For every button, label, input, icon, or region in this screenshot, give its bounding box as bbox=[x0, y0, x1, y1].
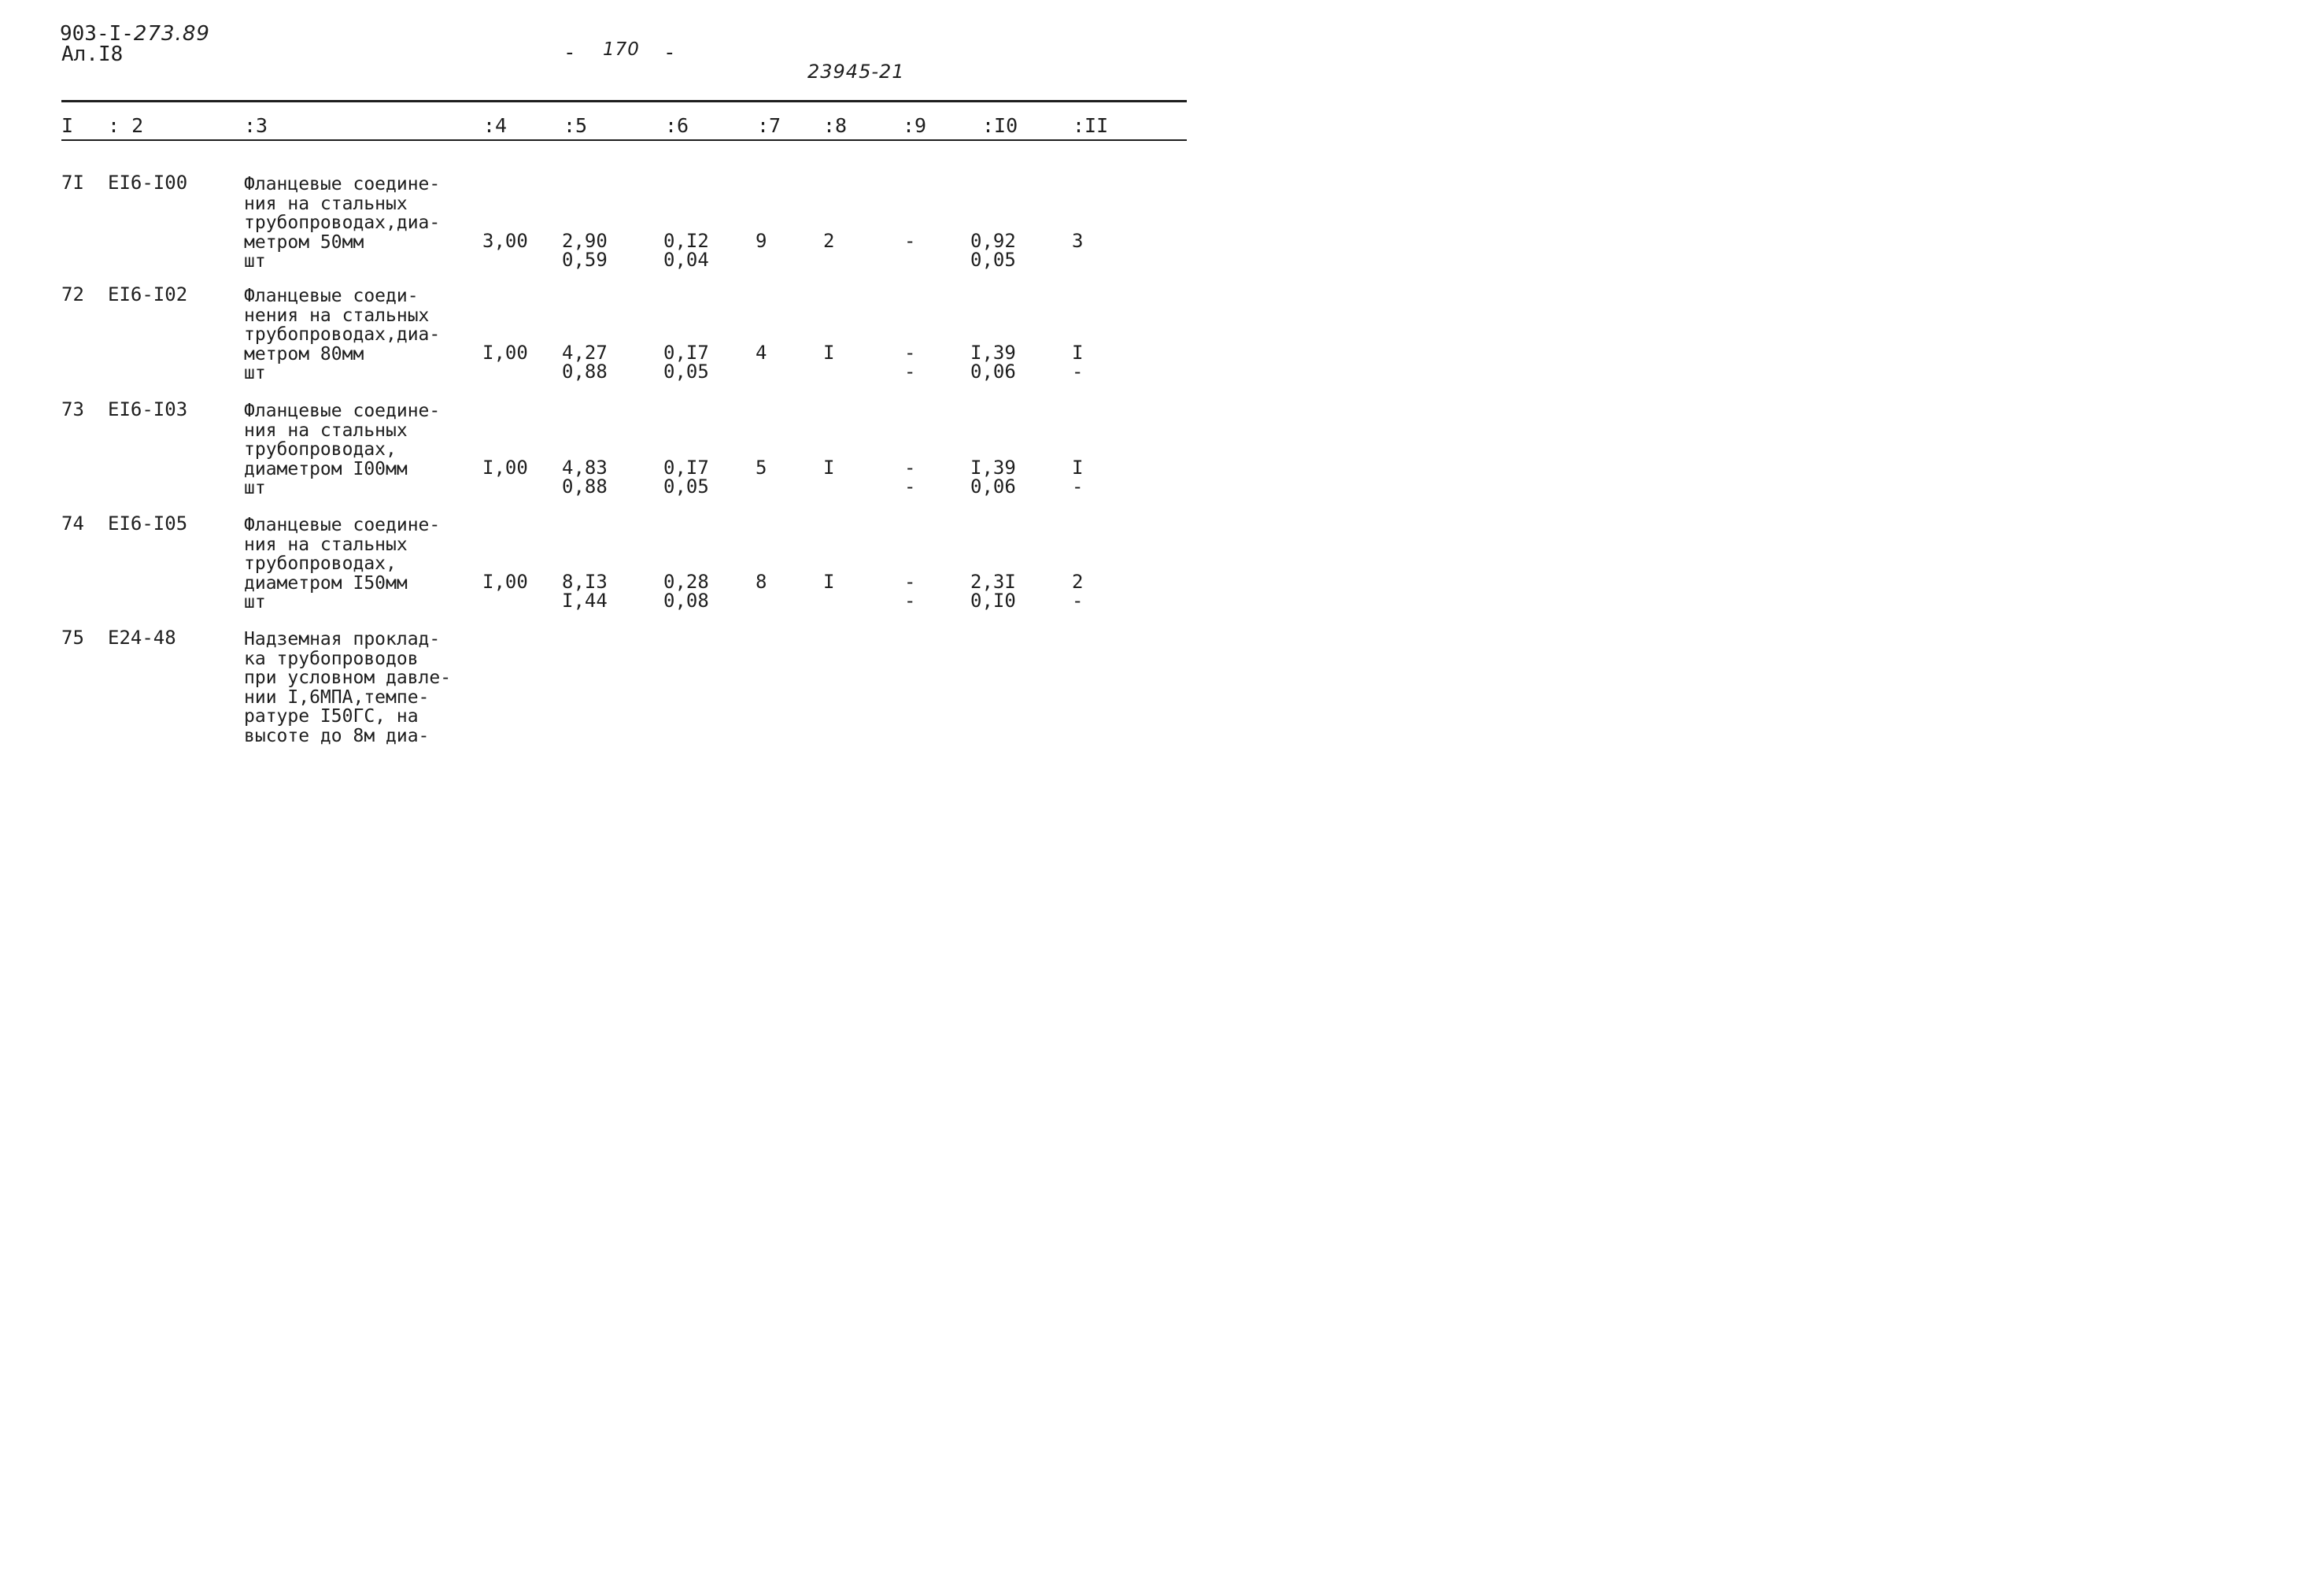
cell-col10-bottom: 0,06 bbox=[970, 361, 1016, 383]
inventory-number: 23945-21 bbox=[807, 61, 905, 83]
cell-col10-bottom: 0,I0 bbox=[970, 590, 1016, 612]
column-header-10: :I0 bbox=[982, 114, 1018, 137]
cell-col11-top: 2 bbox=[1072, 570, 1084, 593]
row-code: EI6-I00 bbox=[108, 172, 188, 194]
cell-col7: 5 bbox=[756, 456, 767, 479]
cell-col9-bottom: - bbox=[904, 361, 916, 383]
cell-col10-top: I,39 bbox=[970, 456, 1016, 479]
cell-col4: I,00 bbox=[482, 456, 528, 479]
row-number: 7I bbox=[61, 172, 84, 194]
cell-col5-top: 2,90 bbox=[562, 229, 608, 252]
row-number: 75 bbox=[61, 627, 84, 649]
cell-col11-top: 3 bbox=[1072, 229, 1084, 252]
cell-col7: 8 bbox=[756, 570, 767, 593]
cell-col5-top: 8,I3 bbox=[562, 570, 608, 593]
table-header-rule bbox=[61, 139, 1187, 141]
cell-col8: I bbox=[823, 570, 835, 593]
cell-col4: I,00 bbox=[482, 570, 528, 593]
cell-col11-top: I bbox=[1072, 341, 1084, 364]
row-code: EI6-I05 bbox=[108, 512, 188, 535]
cell-col6-bottom: 0,05 bbox=[663, 361, 709, 383]
column-header-8: :8 bbox=[823, 114, 848, 137]
cell-col9-top: - bbox=[904, 570, 916, 593]
cell-col10-top: 2,3I bbox=[970, 570, 1016, 593]
cell-col10-bottom: 0,05 bbox=[970, 249, 1016, 271]
row-code: EI6-I02 bbox=[108, 283, 188, 305]
cell-col10-top: 0,92 bbox=[970, 229, 1016, 252]
cell-col10-bottom: 0,06 bbox=[970, 475, 1016, 498]
column-header-4: :4 bbox=[483, 114, 508, 137]
cell-col9-top: - bbox=[904, 229, 916, 252]
cell-col6-top: 0,I2 bbox=[663, 229, 709, 252]
row-description: Фланцевые соедине- ния на стальных трубопроводах, диаметром I00мм шт bbox=[244, 401, 441, 498]
cell-col11-bottom: - bbox=[1072, 361, 1084, 383]
cell-col5-top: 4,83 bbox=[562, 456, 608, 479]
row-description: Фланцевые соеди- нения на стальных трубопроводах,диа- метром 80мм шт bbox=[244, 286, 441, 383]
cell-col11-top: I bbox=[1072, 456, 1084, 479]
cell-col9-top: - bbox=[904, 341, 916, 364]
document-code-handwritten: 273.89 bbox=[133, 22, 210, 46]
cell-col8: 2 bbox=[823, 229, 835, 252]
cell-col9-bottom: - bbox=[904, 475, 916, 498]
cell-col6-top: 0,I7 bbox=[663, 341, 709, 364]
cell-col11-bottom: - bbox=[1072, 590, 1084, 612]
cell-col7: 9 bbox=[756, 229, 767, 252]
cell-col10-top: I,39 bbox=[970, 341, 1016, 364]
column-header-11: :II bbox=[1073, 114, 1109, 137]
cell-col6-top: 0,I7 bbox=[663, 456, 709, 479]
cell-col5-bottom: 0,59 bbox=[562, 249, 608, 271]
cell-col4: I,00 bbox=[482, 341, 528, 364]
cell-col5-top: 4,27 bbox=[562, 341, 608, 364]
document-code-prefix: 903-I- bbox=[60, 22, 134, 46]
cell-col6-bottom: 0,08 bbox=[663, 590, 709, 612]
album-number: Ал.I8 bbox=[61, 43, 124, 66]
page-dash-right: - bbox=[663, 41, 676, 65]
column-header-7: :7 bbox=[757, 114, 781, 137]
page-number: 170 bbox=[603, 39, 640, 60]
cell-col8: I bbox=[823, 456, 835, 479]
column-header-6: :6 bbox=[665, 114, 689, 137]
row-number: 72 bbox=[61, 283, 84, 305]
row-code: EI6-I03 bbox=[108, 398, 188, 420]
cell-col4: 3,00 bbox=[482, 229, 528, 252]
row-number: 73 bbox=[61, 398, 84, 420]
cell-col6-bottom: 0,05 bbox=[663, 475, 709, 498]
column-header-2: : 2 bbox=[108, 114, 144, 137]
cell-col6-bottom: 0,04 bbox=[663, 249, 709, 271]
column-header-3: :3 bbox=[244, 114, 268, 137]
table-top-rule bbox=[61, 100, 1187, 102]
row-description: Фланцевые соедине- ния на стальных трубопроводах,диа- метром 50мм шт bbox=[244, 174, 441, 272]
cell-col8: I bbox=[823, 341, 835, 364]
column-header-1: I bbox=[61, 114, 74, 137]
cell-col6-top: 0,28 bbox=[663, 570, 709, 593]
cell-col9-top: - bbox=[904, 456, 916, 479]
cell-col9-bottom: - bbox=[904, 590, 916, 612]
row-number: 74 bbox=[61, 512, 84, 535]
column-header-9: :9 bbox=[903, 114, 927, 137]
cell-col7: 4 bbox=[756, 341, 767, 364]
row-description: Надземная проклад- ка трубопроводов при условном давле- нии I,6МПА,темпе- ратуре I50ГС, на высоте до 8м диа- bbox=[244, 629, 452, 746]
column-header-5: :5 bbox=[563, 114, 588, 137]
cell-col11-bottom: - bbox=[1072, 475, 1084, 498]
cell-col5-bottom: 0,88 bbox=[562, 475, 608, 498]
row-description: Фланцевые соедине- ния на стальных трубопроводах, диаметром I50мм шт bbox=[244, 515, 441, 612]
row-code: E24-48 bbox=[108, 627, 176, 649]
page-dash-left: - bbox=[563, 41, 576, 65]
cell-col5-bottom: 0,88 bbox=[562, 361, 608, 383]
cell-col5-bottom: I,44 bbox=[562, 590, 608, 612]
